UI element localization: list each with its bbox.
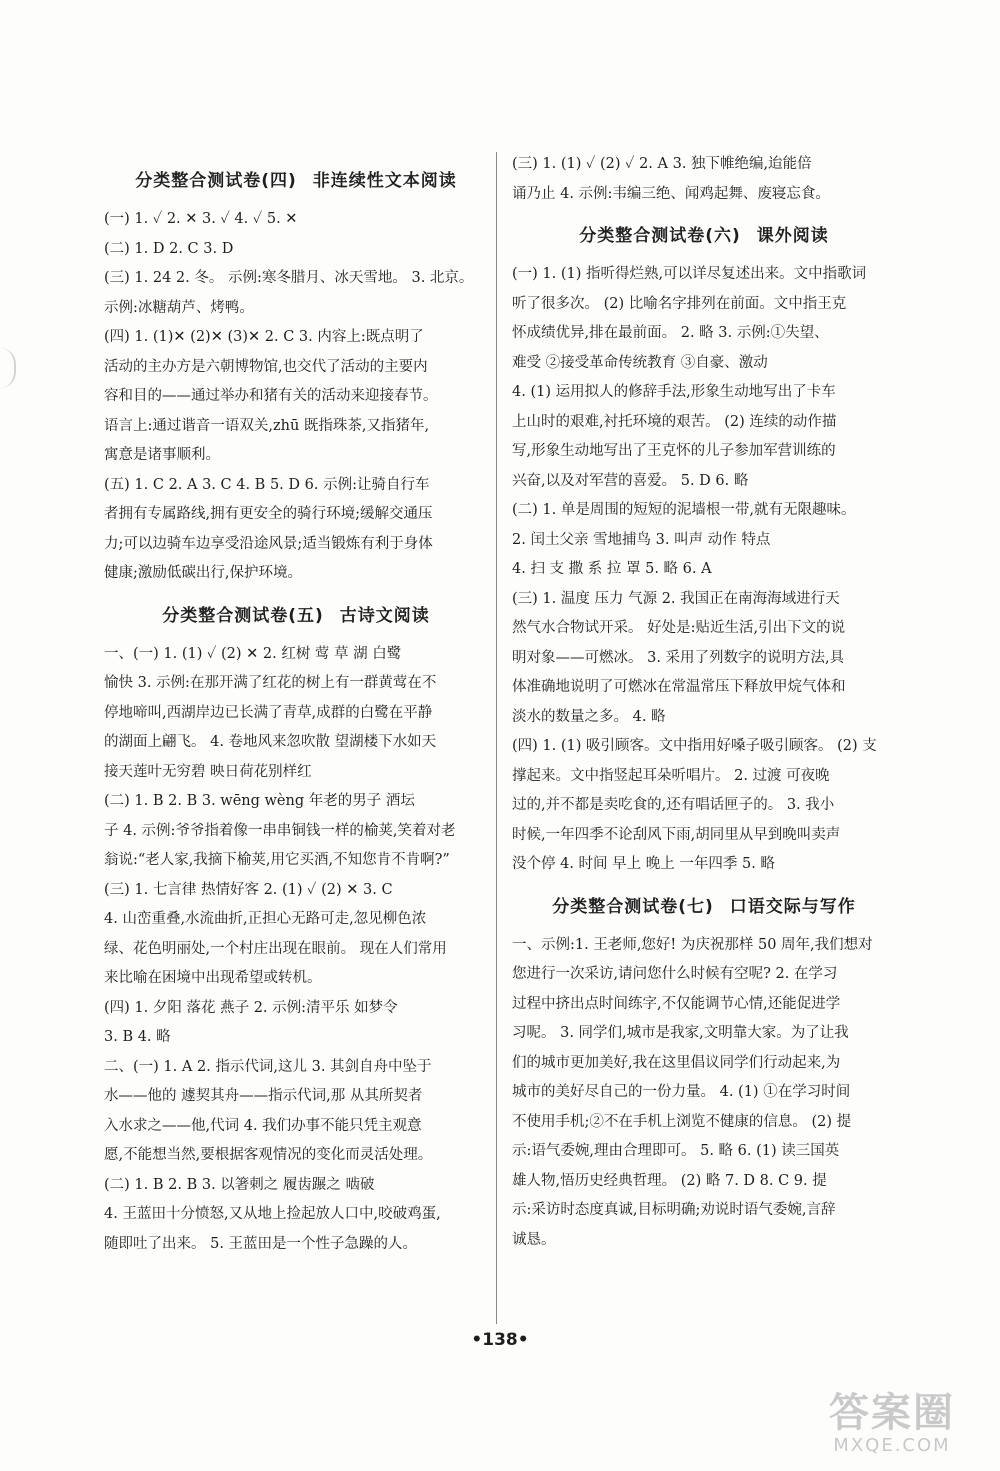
answer-line: 明对象——可燃冰。 3. 采用了列数字的说明方法,具 [512,649,845,666]
page-number: •138• [471,1330,529,1350]
answer-line: (一) 1. ✓ 2. ✕ 3. ✓ 4. ✓ 5. ✕ [104,211,298,227]
answer-line: (二) 1. B 2. B 3. 以箸刺之 履齿蹍之 啮破 [104,1176,375,1193]
section-title-4 [104,160,488,205]
column-divider [496,152,497,1324]
answer-line: (三) 1. 24 2. 冬。 示例:寒冬腊月、冰天雪地。 3. 北京。 [104,270,474,286]
answer-line: 诵乃止 4. 示例:韦编三绝、闻鸡起舞、废寝忘食。 [512,185,830,202]
answer-line: (三) 1. 温度 压力 气源 2. 我国正在南海海域进行天 [512,590,840,607]
answer-line: 水——他的 遽契其舟——指示代词,那 从其所契者 [104,1088,423,1104]
answer-line: 愿,不能想当然,要根据客观情况的变化而灵活处理。 [104,1147,433,1163]
answer-line: 过程中挤出点时间练字,不仅能调节心情,还能促进学 [512,995,841,1012]
answer-line: 诚恳。 [512,1231,556,1248]
answer-line: 寓意是诸事顺利。 [104,447,220,463]
answer-line: 愉快 3. 示例:在那开满了红花的树上有一群黄莺在不 [104,675,437,691]
answer-line: 然气水合物试开采。 好处是:贴近生活,引出下文的说 [512,620,846,636]
page-edge-mark [0,348,16,388]
answer-line: 听了很多次。 (2) 比喻名字排列在前面。文中指王克 [512,295,847,312]
answer-line: 接天莲叶无穷碧 映日荷花别样红 [104,763,312,780]
answer-line: 4. 山峦重叠,水流曲折,正担心无路可走,忽见柳色浓 [104,911,427,927]
watermark-url: MXQE.COM [833,1435,951,1456]
answer-line: 示:语气委婉,理由合理即可。 5. 略 6. (1) 读三国英 [512,1143,840,1159]
answer-line: 子 4. 示例:爷爷指着像一串串铜钱一样的榆荚,笑着对老 [104,822,456,839]
watermark-logo [802,1391,982,1461]
answer-line: 们的城市更加美好,我在这里倡议同学们行动起来,为 [512,1054,841,1071]
answer-line: (二) 1. 单是周围的短短的泥墙根一带,就有无限趣味。 [512,502,856,518]
answer-line: (五) 1. C 2. A 3. C 4. B 5. D 6. 示例:让骑自行车 [104,476,430,493]
watermark-text: 答案圈 [829,1390,955,1436]
answer-line: 2. 闰土父亲 雪地捕鸟 3. 叫声 动作 特点 [512,531,771,548]
answer-line: 淡水的数量之多。 4. 略 [512,708,666,725]
answer-line: 翁说:“老人家,我摘下榆荚,用它买酒,不知您肯不肯啊?” [104,852,450,868]
answer-line: 健康;激励低碳出行,保护环境。 [104,565,302,581]
answer-line: (一) 1. (1) 指听得烂熟,可以详尽复述出来。文中指歌词 [512,266,867,282]
answer-line: 时候,一年四季不论刮风下雨,胡同里从早到晚叫卖声 [512,826,841,843]
answer-line: 撑起来。文中指竖起耳朵听唱片。 2. 过渡 可夜晚 [512,767,830,784]
answer-line: 随即吐了出来。 5. 王蓝田是一个性子急躁的人。 [104,1235,418,1252]
section-title-5 [104,595,488,640]
answer-line: 城市的美好尽自己的一份力量。 4. (1) ①在学习时间 [512,1084,851,1100]
answer-line: (三) 1. (1) ✓ (2) ✓ 2. A 3. 独下帷绝编,迨能倍 [512,156,812,172]
section-title-6-main: 分类整合测试卷(六) [579,226,741,246]
answer-line: (四) 1. (1)✕ (2)✕ (3)✕ 2. C 3. 内容上:既点明了 [104,329,424,345]
answer-line: 4. 王蓝田十分愤怒,又从地上捡起放人口中,咬破鸡蛋, [104,1206,441,1222]
answer-line: 容和目的——通过举办和猪有关的活动来迎接春节。 [104,388,438,404]
answer-line: 体准确地说明了可燃冰在常温常压下释放甲烷气体和 [512,679,846,695]
answer-line: (四) 1. (1) 吸引顾客。文中指用好嗓子吸引顾客。 (2) 支 [512,738,877,754]
section-title-7-sub: 口语交际与写作 [729,896,856,917]
answer-line: 不使用手机;②不在手机上浏览不健康的信息。 (2) 提 [512,1113,852,1130]
answer-line: 过的,并不都是卖吃食的,还有唱话匣子的。 3. 我小 [512,797,835,813]
right-column [512,150,896,1261]
left-column [104,160,488,1265]
section-4-answers [104,205,488,589]
section-title-6-sub: 课外阅读 [756,226,829,246]
answer-line: 示例:冰糖葫芦、烤鸭。 [104,299,254,316]
answer-line: 雄人物,悟历史经典哲理。 (2) 略 7. D 8. C 9. 提 [512,1172,827,1189]
section-title-7 [512,886,896,931]
answer-line: 没个停 4. 时间 早上 晚上 一年四季 5. 略 [512,856,775,872]
answer-line: 4. 扫 支 撒 系 拉 罩 5. 略 6. A [512,561,712,577]
answer-line: (四) 1. 夕阳 落花 燕子 2. 示例:清平乐 如梦令 [104,999,398,1016]
answer-line: 习呢。 3. 同学们,城市是我家,文明靠大家。为了让我 [512,1025,849,1041]
section-title-4-main: 分类整合测试卷(四) [135,171,297,191]
answer-line: 3. B 4. 略 [104,1029,171,1045]
answer-line: 难受 ②接受革命传统教育 ③自豪、激动 [512,354,768,371]
section-7-answers [512,931,896,1256]
answer-line: 您进行一次采访,请问您什么时候有空呢? 2. 在学习 [512,966,838,982]
answer-line: 停地啼叫,西湖岸边已长满了青草,成群的白鹭在平静 [104,704,433,721]
section-6-answers [512,260,896,880]
answer-line: (二) 1. D 2. C 3. D [104,240,234,257]
section-5-continued-answers [512,150,896,209]
answer-line: 一、(一) 1. (1) ✓ (2) ✕ 2. 红树 莺 草 湖 白鹭 [104,645,402,662]
answer-line: 入水求之——他,代词 4. 我们办事不能只凭主观意 [104,1117,422,1134]
answer-line: 写,形象生动地写出了王克怀的儿子参加军营训练的 [512,443,836,459]
answer-line: 活动的主办方是六朝博物馆,也交代了活动的主要内 [104,358,428,375]
answer-line: 绿、花色明丽处,一个村庄出现在眼前。 现在人们常用 [104,940,447,957]
answer-line: 来比喻在困境中出现希望或转机。 [104,970,322,986]
section-title-5-sub: 古诗文阅读 [339,605,430,626]
answer-line: 语言上:通过谐音一语双关,zhū 既指珠茶,又指猪年, [104,417,430,434]
answer-line: 4. (1) 运用拟人的修辞手法,形象生动地写出了卡车 [512,384,836,400]
section-title-4-sub: 非连续性文本阅读 [312,171,457,191]
section-5-answers [104,640,488,1260]
answer-line: 上山时的艰难,衬托环境的艰苦。 (2) 连续的动作描 [512,413,837,430]
answer-line: 兴奋,以及对军营的喜爱。 5. D 6. 略 [512,472,749,489]
answer-line: 一、示例:1. 王老师,您好! 为庆祝那样 50 周年,我们想对 [512,936,873,953]
section-title-6 [512,215,896,260]
answer-line: (三) 1. 七言律 热情好客 2. (1) ✓ (2) ✕ 3. C [104,881,393,898]
answer-line: 者拥有专属路线,拥有更安全的骑行环境;缓解交通压 [104,506,433,522]
answer-line: 的湖面上翩飞。 4. 卷地风来忽吹散 望湖楼下水如天 [104,734,437,750]
answer-line: 力;可以边骑车边享受沿途风景;适当锻炼有利于身体 [104,535,433,552]
answer-line: (二) 1. B 2. B 3. wēng wèng 年老的男子 酒坛 [104,793,415,809]
answer-line: 二、(一) 1. A 2. 指示代词,这儿 3. 其剑自舟中坠于 [104,1058,432,1075]
section-title-5-main: 分类整合测试卷(五) [162,605,324,626]
section-title-7-main: 分类整合测试卷(七) [552,896,714,917]
answer-line: 示:采访时态度真诚,目标明确;劝说时语气委婉,言辞 [512,1202,836,1218]
answer-line: 怀成绩优异,排在最前面。 2. 略 3. 示例:①失望、 [512,325,829,341]
